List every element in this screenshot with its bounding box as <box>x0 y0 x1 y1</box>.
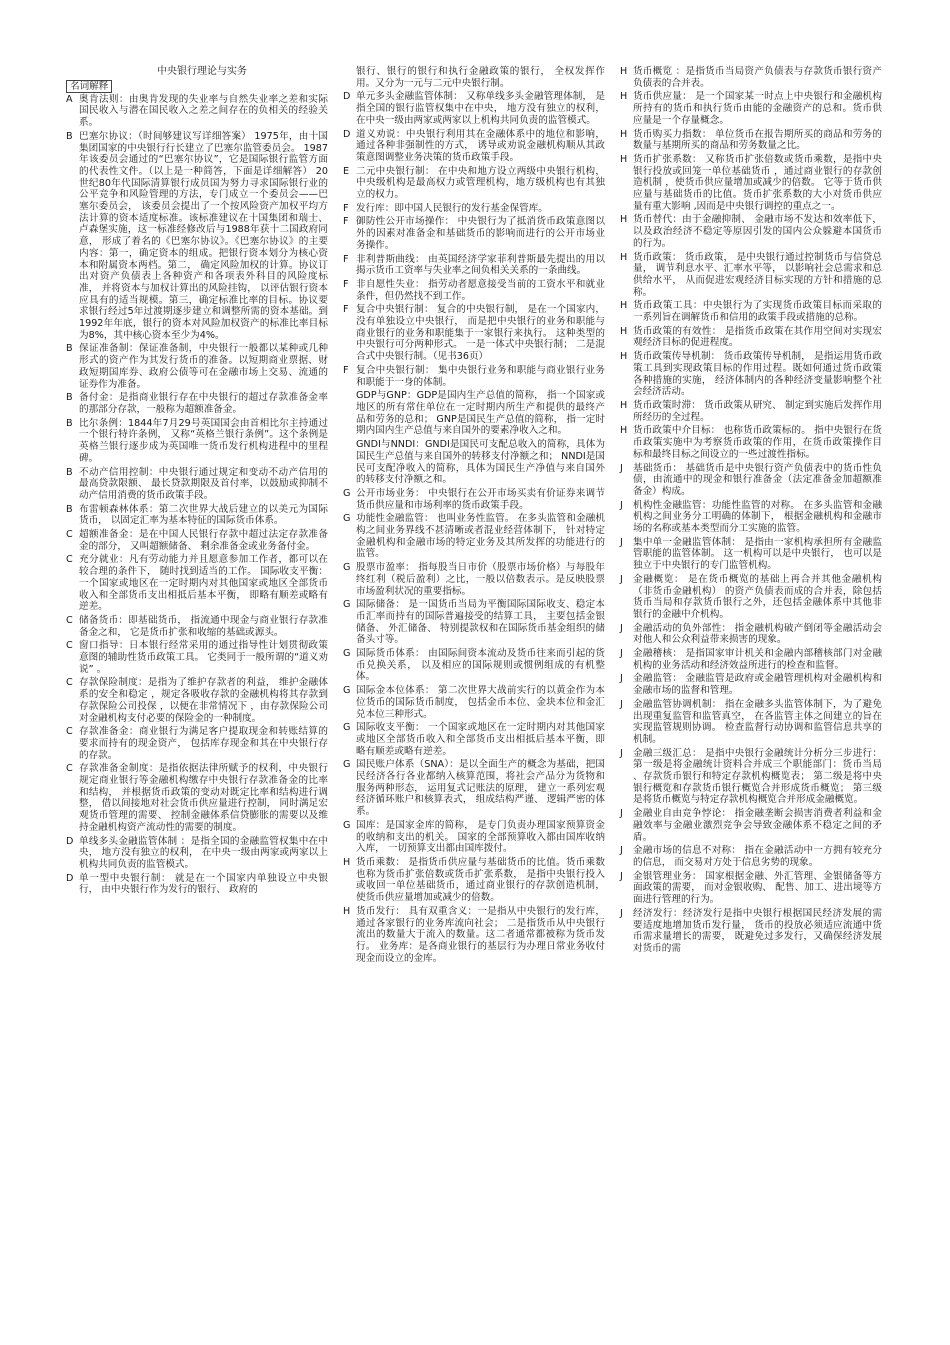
entry-letter: F <box>343 278 349 290</box>
entry-text: GDP与GNP：GDP是国内生产总值的简称， 指一个国家或地区的所有常住单位在一定时期内所生产和提供的最终产品和劳务的总和； GNP是国民生产总值的简称， 指一定时期内国内生产总值与来自国外的要素净收入之和。 <box>356 390 605 437</box>
entry-text: 不动产信用控制：中央银行通过规定和变动不动产信用的最高贷款限额、 最长贷款期限及首付率，以鼓励或抑制不动产信用消费的货币政策手段。 <box>79 466 328 501</box>
glossary-entry <box>343 390 605 437</box>
entry-text: 发行库：即中国人民银行的发行基金保管库。 <box>356 202 548 214</box>
entry-text: 货币供应量： 是一个国家某一时点上中央银行和金融机构所持有的货币和执行货币由能的金融资产的总和。货币供应量是一个存量概念。 <box>633 91 882 126</box>
entry-text: 御防性公开市场操作： 中央银行为了抵消货币政策意图以外的因素对准备金和基础货币的影响而进行的公开市场业务操作。 <box>356 216 605 251</box>
entry-text: 货币乘数： 是指货币供应量与基础货币的比值。货币乘数也称为货币扩张倍数或货币扩张系数， 是指中央银行投入或收回一单位基础货币，通过商业银行的存款创造机制， 使货币供应量增加或减少的倍数。 <box>356 857 605 904</box>
entry-letter: G <box>343 513 351 525</box>
entry-text: 保证准备制：保证准备制，中央银行一般都以某种或几种形式的资产作为其发行货币的准备。以短期商业票据、财政短期国库券、政府公债等可在金融市场上交易、流通的证券作为准备。 <box>79 343 328 390</box>
entry-text: 道义劝说：中央银行利用其在金融体系中的地位和影响， 通过各种非强制性的方式， 诱导或劝说金融机构顺从其政策意图调整业务决策的货币政策手段。 <box>356 128 605 163</box>
entry-letter <box>343 390 356 437</box>
glossary-entry <box>343 365 605 388</box>
glossary-entry <box>66 131 328 342</box>
entry-letter: H <box>620 214 628 226</box>
entry-letter: H <box>620 351 628 363</box>
glossary-entry <box>66 873 328 896</box>
glossary-entry <box>66 615 328 638</box>
entry-letter: B <box>66 503 73 515</box>
entry-text: 比尔条例：1844年7月29号英国国会由首相比尔主持通过一个银行特许条例， 又称“英格兰银行条例”。这个条例是英格兰银行逐步成为英国唯一货币发行机构进程中的里程碑。 <box>79 417 328 464</box>
glossary-entry <box>66 640 328 675</box>
entry-letter: H <box>620 399 628 411</box>
entry-text: 窗口指导：日本银行经常采用的通过指导性计划贯彻政策意图的辅助性货币政策工具。 它类同于一般所谓的“道义劝说” 。 <box>79 640 328 675</box>
glossary-entry <box>620 673 882 696</box>
entry-letter: C <box>66 614 73 626</box>
entry-text: 基础货币： 基础货币是中央银行资产负债表中的货币性负债，由流通中的现金和银行准备金（法定准备金加超额准备金）构成。 <box>633 462 882 497</box>
entry-letter: D <box>343 91 351 103</box>
glossary-entry <box>620 699 882 746</box>
glossary-entry <box>343 820 605 855</box>
entry-letter: J <box>620 808 623 820</box>
entry-letter: J <box>620 536 623 548</box>
entry-letter: F <box>343 202 349 214</box>
glossary-entry <box>620 252 882 299</box>
glossary-entry <box>343 91 605 126</box>
glossary-entry <box>343 759 605 818</box>
entry-letter: H <box>620 425 628 437</box>
entry-text: 金融市场的信息不对称： 指在金融活动中一方拥有较充分的信息， 而交易对方处于信息劣势的现象。 <box>633 845 882 868</box>
column-1 <box>66 66 328 898</box>
entry-letter: H <box>620 153 628 165</box>
entry-letter: B <box>66 417 73 429</box>
entry-text: 货币政策传导机制： 货币政策传导机制， 是指运用货币政策工具到实现政策目标的作用过程。既如何通过货币政策各种措施的实施， 经济体制内的各种经济变量影响整个社会经济活动。 <box>633 351 882 398</box>
entry-text: 银行、银行的银行和执行金融政策的银行， 全权发挥作用。又分为一元与二元中央银行制。 <box>356 66 605 89</box>
entry-letter: H <box>620 325 628 337</box>
entry-letter: G <box>343 487 351 499</box>
entry-text: 复合中央银行制： 集中央银行业务和职能与商业银行业务和职能于一身的体制。 <box>356 364 605 388</box>
glossary-entry <box>343 513 605 560</box>
entry-letter: J <box>620 907 623 919</box>
entry-letter: E <box>343 165 350 177</box>
glossary-entry <box>343 722 605 757</box>
glossary-entry <box>620 623 882 646</box>
entry-text: 货币政策中介目标： 也称货币政策标的。 指中央银行在货币政策实施中为考察货币政策的作用，在货币政策操作目标和最终目标之间设立的一些过渡性指标。 <box>633 425 882 460</box>
section-label: 名词解释 <box>66 80 112 93</box>
entry-text: 单线多头金融监管体制 ：是指全国的金融监管权集中在中央， 地方没有独立的权利， 在中央一级由两家或两家以上机构共同负责的监管模式。 <box>79 835 328 870</box>
glossary-entry <box>66 677 328 724</box>
column-2 <box>343 66 605 966</box>
entry-letter: H <box>620 251 628 263</box>
entry-text: 充分就业：凡有劳动能力并且愿意参加工作者，都可以在较合理的条件下， 随时找到适当的工作。 国际收支平衡：一个国家或地区在一定时期内对其他国家或地区全部货币收入和全部货币支出相抵后基本平衡， 即略有顺差或略有逆差。 <box>79 554 328 613</box>
entry-text: 非利普斯曲线： 由英国经济学家菲利普斯最先提出的用以揭示货币工资率与失业率之间负相关关系的一条曲线。 <box>356 253 605 277</box>
entry-text: 存款保险制度：是指为了维护存款者的利益， 维护金融体系的安全和稳定 ，规定各吸收存款的金融机构将其存款到存款保险公司投保 ，以便在非常情况下 ，由存款保险公司对金融机构支付必要的保险金的一种制度。 <box>79 677 328 724</box>
entry-letter: F <box>343 216 349 228</box>
glossary-entry <box>343 857 605 904</box>
glossary-entry <box>343 279 605 302</box>
entry-text: 金融监管协调机制： 指在金融多头监管体制下，为了避免出现重复监管和监管真空， 在各监管主体之间建立的旨在实现监管规则协调。 检查监督行动协调和监管信息共享的机制。 <box>633 698 882 745</box>
entry-text: 货币发行： 具有双重含义：一是指从中央银行的发行库，通过各家银行的业务库流向社会； 二是指货币从中央银行流出的数量大于流入的数量。这二者通常都被称为货币发行。 业务库：是各商业银行的基层行为办理日常业务收付现金而设立的金库。 <box>356 905 605 964</box>
glossary-entry <box>620 537 882 572</box>
entry-text: 金融三级汇总： 是指中央银行金融统计分析分三步进行：第一级是将金融统计资料合并成三个职能部门：货币当局 、存款货币银行和特定存款机构概览表； 第二级是将中央银行概览和存款货币银行概览合并形成货币概览； 第三级是将货币概览与特定存款机构概览合并形成金融概览。 <box>633 747 882 806</box>
entry-text: 机构性金融监管：功能性监管的对称。 在多头监管和金融机构之间业务分工明确的体制下， 根据金融机构和金融市场的名称或基本类型而分工实施的监管。 <box>633 499 882 535</box>
entry-letter: J <box>620 673 623 685</box>
glossary-entry <box>620 66 882 89</box>
entry-text: 备付金：是指商业银行存在中央银行的超过存款准备金率的那部分存款，一般称为超额准备金。 <box>79 392 328 415</box>
entry-text: 公开市场业务： 中央银行在公开市场买卖有价证券来调节货币供应量和市场利率的货币政策手段。 <box>356 487 605 511</box>
entry-letter: F <box>343 304 349 316</box>
glossary-entry <box>66 418 328 465</box>
glossary-entry <box>66 467 328 502</box>
entry-letter: B <box>66 130 73 142</box>
entry-letter: C <box>66 726 73 738</box>
entry-letter: B <box>66 466 73 478</box>
entry-letter: J <box>620 845 623 857</box>
entry-text: 存款准备金：商业银行为满足客户提取现金和转账结算的要求而持有的现金资产， 包括库存现金和其在中央银行存的存款。 <box>79 726 328 761</box>
entry-text: 金融监管： 金融监管是政府或金融管理机构对金融机构和金融市场的监督和管理。 <box>633 673 882 697</box>
entry-text: 复合中央银行制： 复合的中央银行制， 是在一个国家内， 没有单独设立中央银行， 而是把中央银行的业务和职能与商业银行的业务和职能集于一家银行来执行。 这种类型的中央银行可分两种形式。 一是一体式中央银行制； 二是混合式中央银行制。（见书36页） <box>356 304 605 363</box>
entry-letter: H <box>620 91 628 103</box>
entry-letter: J <box>620 648 623 660</box>
glossary-entry <box>343 203 605 215</box>
entry-letter: J <box>620 499 623 511</box>
glossary-entry <box>343 906 605 965</box>
glossary-entry <box>620 808 882 843</box>
glossary-entry <box>343 254 605 277</box>
entry-text: 货币政策： 货币政策， 是中央银行通过控制货币与信贷总量， 调节利息水平、汇率水平等， 以影响社会总需求和总供给水平， 从而促进宏观经济目标实现的方针和措施的总称。 <box>633 251 882 298</box>
entry-text: 布雷顿森林体系：第二次世界大战后建立的以美元为国际货币， 以固定汇率为基本特征的国际货币体系。 <box>79 503 328 527</box>
glossary-entry <box>343 66 605 89</box>
glossary-entry <box>620 908 882 955</box>
glossary-entry <box>620 154 882 213</box>
entry-letter: B <box>66 392 73 404</box>
glossary-entry <box>620 463 882 498</box>
entry-text: 单一型中央银行制： 就是在一个国家内单独设立中央银行， 由中央银行作为发行的银行、 政府的 <box>79 872 328 896</box>
entry-letter: G <box>343 819 351 831</box>
entry-text: 金银管理业务： 国家根据金融、外汇管理、金银储备等方面政策的需要， 而对金银收购、 配售、加工、进出境等方面进行管理的行为。 <box>633 870 882 906</box>
entry-text: 国际货币体系： 由国际间资本流动及货币往来而引起的货币兑换关系， 以及相应的国际规则或惯例组成的有机整体。 <box>356 648 605 683</box>
entry-text: 货币概览 ：是指货币当局资产负债表与存款货币银行资产负债表的合并表。 <box>633 66 882 89</box>
entry-text: 股票市盈率： 指每股当日市价（股票市场价格）与每股年终红利（税后盈利）之比，一般以倍数表示。是反映股票市场盈利状况的重要指标。 <box>356 562 605 597</box>
glossary-entry <box>620 400 882 423</box>
entry-letter: D <box>343 128 351 140</box>
entry-letter: D <box>66 872 74 884</box>
entry-letter: J <box>620 462 623 474</box>
glossary-entry <box>343 599 605 646</box>
glossary-entry <box>620 91 882 126</box>
entry-letter: B <box>66 343 73 355</box>
entry-text: 功能性金融监管： 也叫业务性监管。 在多头监管和金融机构之间业务界线不甚清晰或者混业经营体制下， 针对特定金融机构和金融市场的特定业务及其所发挥的功能进行的监管。 <box>356 513 605 560</box>
entry-letter: H <box>620 66 628 77</box>
entry-letter: H <box>620 300 628 312</box>
entry-text: 国际储备： 是一国货币当局为平衡国际国际收支、稳定本币汇率而持有的国际普遍接受的结算工具， 主要包括金银储备、 外汇储备、 特别提款权和在国际货币基金组织的储备头寸等。 <box>356 599 605 646</box>
entry-text: 货币购买力指数： 单位货币在报告期所买的商品和劳务的数量与基期所买的商品和劳务数量之比。 <box>633 128 882 152</box>
glossary-entry <box>620 214 882 249</box>
glossary-entry <box>66 529 328 552</box>
entry-text: 金融业自由竞争悖论： 指金融垄断会损害消费者利益和金融效率与金融业激烈竞争会导致金融体系不稳定之间的矛盾。 <box>633 808 882 843</box>
glossary-entry <box>620 351 882 398</box>
glossary-entry <box>66 726 328 761</box>
glossary-entry <box>620 574 882 621</box>
entry-letter: H <box>343 905 351 917</box>
glossary-entry <box>620 748 882 807</box>
column-3 <box>620 66 882 957</box>
glossary-entry <box>343 648 605 683</box>
entry-letter: C <box>66 677 73 689</box>
entry-text: 货币政策的有效性： 是指货币政策在其作用空间对实现宏观经济目标的促进程度。 <box>633 325 882 349</box>
entry-text: 货币政策工具：中央银行为了实现货币政策目标而采取的一系列旨在调解货币和信用的政策手段或措施的总称。 <box>633 300 882 324</box>
entry-letter: G <box>343 599 351 611</box>
glossary-entry <box>66 392 328 415</box>
entry-letter: G <box>343 562 351 574</box>
glossary-entry <box>620 326 882 349</box>
entries-column-1 <box>66 94 328 896</box>
entry-text: 奥肯法则：由奥肯发现的失业率与自然失业率之差和实际国民收入与潜在国民收入之差之间存在的负相关的经验关系。 <box>79 93 328 129</box>
entry-letter <box>343 439 356 486</box>
entry-text: 金融活动的负外部性： 指金融机构破产倒闭等金融活动会对他人和公众利益带来损害的现象。 <box>633 622 882 646</box>
glossary-entry <box>343 166 605 201</box>
entry-letter: J <box>620 573 623 585</box>
entry-text: 超额准备金：是在中国人民银行存款中超过法定存款准备金的部分， 又叫超额储备、 剩余准备金或业务备付金。 <box>79 529 328 552</box>
glossary-entry <box>620 648 882 671</box>
entry-text: 二元中央银行制： 在中央和地方设立两级中央银行机构，中央级机构是最高权力或管理机构，地方级机构也有其独立的权力。 <box>356 165 605 201</box>
entries-column-3 <box>620 66 882 955</box>
glossary-entry <box>343 439 605 486</box>
entry-text: 集中单一金融监管体制： 是指由一家机构承担所有金融监管职能的监管体制。 这一机构可以是中央银行， 也可以是独立于中央银行的专门监管机构。 <box>633 536 882 572</box>
entry-letter: G <box>343 648 351 660</box>
entry-letter: G <box>343 722 351 734</box>
entry-letter: A <box>66 93 73 105</box>
glossary-entry <box>66 343 328 390</box>
entry-text: 国际金本位体系： 第二次世界大战前实行的以黄金作为本位货币的国际货币制度， 包括金币本位、金块本位和金汇兑本位三种形式。 <box>356 685 605 720</box>
entry-text: 单元多头金融监管体制： 又称单线多头金融管理体制， 是指全国的银行监管权集中在中央， 地方没有独立的权利， 在中央一级由两家或两家以上机构共同负责的监管模式。 <box>356 91 605 126</box>
entry-letter: H <box>343 857 351 868</box>
entry-letter: D <box>66 835 74 847</box>
glossary-entry <box>343 488 605 511</box>
entry-letter <box>343 66 356 89</box>
entry-text: 金融稽核： 是指国家审计机关和金融内部稽核部门对金融机构的业务活动和经济效益所进行的检查和监督。 <box>633 648 882 671</box>
glossary-entry <box>620 300 882 323</box>
entry-text: 国际收支平衡： 一个国家或地区在一定时期内对其他国家或地区全部货币收入和全部货币支出相抵后基本平衡，即略有顺差或略有逆差。 <box>356 722 605 757</box>
entry-text: GNDI与NNDI：GNDI是国民可支配总收入的简称，具体为国民生产总值与来自国外的转移支付净额之和； NNDI是国民可支配净收入的简称，具体为国民生产净值与来自国外的转移支付净额之和。 <box>356 439 605 486</box>
glossary-entry <box>66 94 328 129</box>
entry-text: 存款准备金制度：是指依据法律所赋予的权利，中央银行规定商业银行等金融机构缴存中央银行存款准备金的比率和结构， 并根据货币政策的变动对既定比率和结构进行调整， 借以间接地对社会货币供应量进行控制， 同时满足宏观货币管理的需要、 控制金融体系信贷膨胀的需要以及维持金融机构资产流动性的需要的制度。 <box>79 763 328 833</box>
entry-letter: C <box>66 529 73 541</box>
entry-letter: C <box>66 554 73 566</box>
entry-text: 货币替代：由于金融抑制、 金融市场不发达和效率低下， 以及政治经济不稳定等原因引发的国内公众躲避本国货币的行为。 <box>633 214 882 249</box>
glossary-entry <box>66 504 328 527</box>
entry-letter: J <box>620 698 623 710</box>
entry-letter: J <box>620 870 623 882</box>
entry-text: 金融概览： 是在货币概览的基础上再合并其他金融机构（非货币金融机构） 的资产负债表而成的合并表，除包括货币当局和存款货币银行之外，还包括金融体系中其他非银行的金融中介机构。 <box>633 573 882 620</box>
entry-text: 经济发行：经济发行是指中央银行根据国民经济发展的需要适度地增加货币发行量， 货币的投放必须适应流通中货币需求量增长的需要， 既避免过多发行，又确保经济发展对货币的需 <box>633 907 882 954</box>
glossary-entry <box>620 871 882 906</box>
entry-letter: J <box>620 622 623 634</box>
entry-text: 国民账户体系（SNA）：是以全面生产的概念为基础，把国民经济各行各业都纳入核算范围，将社会产品分为货物和服务两种形态， 运用复式记账法的原理， 建立一系列宏观经济循环账户和核算表式， 组成结构严谨、 逻辑严密的体系。 <box>356 759 605 818</box>
glossary-entry <box>343 304 605 363</box>
document-title: 中央银行理论与实务 <box>157 66 247 77</box>
glossary-entry <box>343 685 605 720</box>
entry-text: 巴塞尔协议：（时间够建议写详细答案） 1975年，由十国集团国家的中央银行行长建立了巴塞尔监管委员会。 1987年该委员会通过的“巴塞尔协议”，它是国际银行监管方面的代表性文件。（以上是一种简答，下面是详细解答） 20世纪80年代国际清算银行成员国为努力寻求国际银行业的公平竞争和风险管理的方法，专门成立一个委员会——巴塞尔委员会， 该委员会提出了一个按风险资产加权平均方法计算的资本适度标准。该标准建议在十国集团和瑞士、卢森堡实施，这一标准经修改后与1988年获十二国政府同意， 形成了着名的《巴塞尔协议》。《巴塞尔协议》的主要内容：第一，确定资本的组成。把银行资本划分为核心资本和附属资本两档。第二， 确定风险加权的计算。协议订出对资产负债表上各种资产和各项表外科目的风险度标准， 并将资本与加权计算出的风险挂钩， 以评估银行资本应具有的适当规模。第三，确定标准比率的目标。协议要求银行经过5年过渡期逐步建立和调整所需的资本基础。到1992年年底，银行的资本对风险加权资产的标准比率目标为8%，其中核心资本至少为4%。 <box>79 130 328 341</box>
glossary-entry <box>620 500 882 535</box>
entry-letter: F <box>343 253 349 265</box>
entry-text: 货币扩张系数： 又称货币扩张倍数或货币乘数，是指中央银行投放或回笼一单位基础货币 ，通过商业银行的存款创造机制 ，使货币供应量增加或减少的倍数。 它等于货币供应量与基础货币的比值。货币扩张系数的大小对货币供应量有重大影响 ,因而是中央银行调控的重点之一。 <box>633 153 882 212</box>
entry-text: 国库：是国家金库的简称， 是专门负责办理国家预算资金的收纳和支出的机关。 国家的全部预算收入都由国库收纳入库， 一切预算支出都由国库拨付。 <box>356 819 605 855</box>
entries-column-2 <box>343 66 605 964</box>
glossary-entry <box>66 763 328 833</box>
glossary-entry <box>343 216 605 251</box>
entry-text: 非自愿性失业： 指劳动者愿意接受当前的工资水平和就业条件，但仍然找不到工作。 <box>356 278 605 302</box>
entry-text: 储备货币：即基础货币， 指流通中现金与商业银行存款准备金之和， 它是货币扩张和收缩的基础或源头。 <box>79 614 328 638</box>
entry-letter: J <box>620 747 623 759</box>
entry-letter: F <box>343 364 349 376</box>
glossary-entry <box>66 554 328 613</box>
glossary-entry <box>620 129 882 152</box>
entry-letter: C <box>66 640 73 652</box>
entry-letter: G <box>343 685 351 697</box>
entry-letter: G <box>343 759 351 771</box>
entry-text: 货币政策时滞： 货币政策从研究、 制定到实施后发挥作用所经历的全过程。 <box>633 399 882 423</box>
entry-letter: C <box>66 763 73 775</box>
glossary-entry <box>620 425 882 460</box>
entry-letter: H <box>620 128 628 140</box>
glossary-entry <box>343 562 605 597</box>
glossary-entry <box>343 129 605 164</box>
glossary-entry <box>620 845 882 868</box>
glossary-entry <box>66 836 328 871</box>
